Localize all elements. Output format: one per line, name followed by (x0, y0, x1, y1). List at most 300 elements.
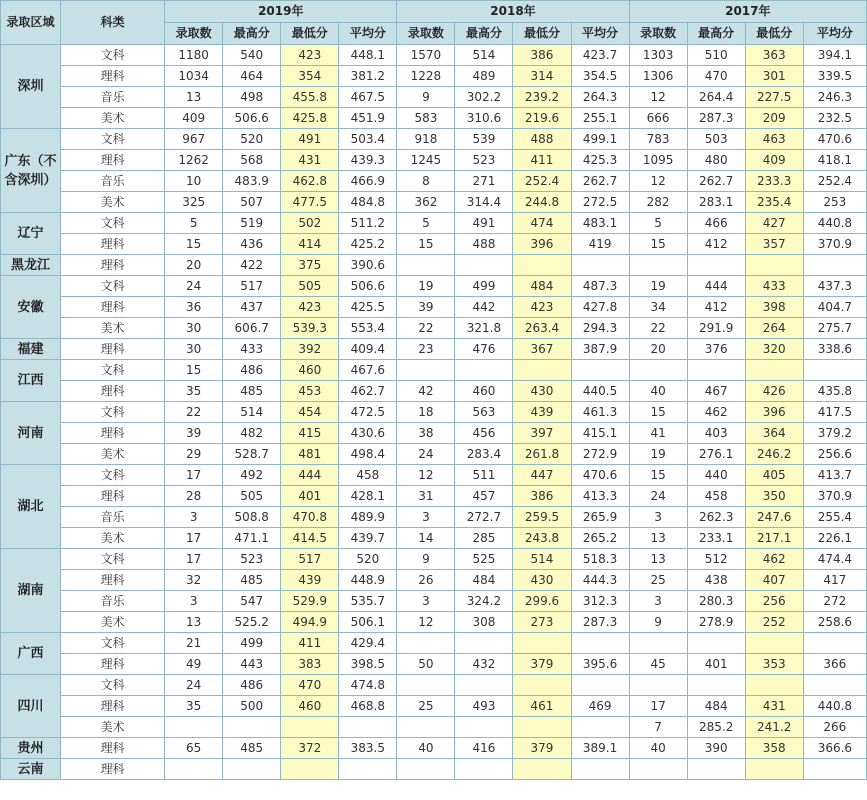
cell-2017-max: 262.7 (687, 171, 745, 192)
table-row (1, 759, 867, 780)
cell-2018-min: 239.2 (513, 87, 571, 108)
cell-2018-min (513, 633, 571, 654)
cell-2018-count: 40 (397, 738, 455, 759)
subject-cell: 理科 (61, 255, 165, 276)
cell-2019-min: 477.5 (281, 192, 339, 213)
table-row (1, 318, 867, 339)
cell-2018-min (513, 717, 571, 738)
cell-2018-min (513, 360, 571, 381)
cell-2017-max: 280.3 (687, 591, 745, 612)
table-row (1, 423, 867, 444)
header-row-years (1, 1, 867, 23)
table-row (1, 339, 867, 360)
table-row (1, 465, 867, 486)
cell-2018-count: 38 (397, 423, 455, 444)
cell-2019-avg: 390.6 (339, 255, 397, 276)
cell-2017-max (687, 633, 745, 654)
cell-2017-min: 357 (745, 234, 803, 255)
cell-2017-count: 19 (629, 444, 687, 465)
cell-2019-avg: 381.2 (339, 66, 397, 87)
cell-2017-max: 287.3 (687, 108, 745, 129)
cell-2017-count: 5 (629, 213, 687, 234)
cell-2018-count: 22 (397, 318, 455, 339)
cell-2019-min: 439 (281, 570, 339, 591)
cell-2017-avg: 366.6 (803, 738, 866, 759)
cell-2018-max: 314.4 (455, 192, 513, 213)
region-cell: 河南 (1, 402, 61, 465)
cell-2017-min: 264 (745, 318, 803, 339)
cell-2018-avg (571, 675, 629, 696)
cell-2017-min: 363 (745, 45, 803, 66)
cell-2017-count: 15 (629, 402, 687, 423)
cell-2019-max: 517 (223, 276, 281, 297)
table-row (1, 717, 867, 738)
cell-2018-avg: 265.9 (571, 507, 629, 528)
cell-2017-avg: 417 (803, 570, 866, 591)
cell-2018-max: 271 (455, 171, 513, 192)
cell-2019-count: 13 (165, 612, 223, 633)
cell-2018-count: 19 (397, 276, 455, 297)
cell-2017-avg (803, 759, 866, 780)
cell-2019-count: 39 (165, 423, 223, 444)
cell-2019-min: 392 (281, 339, 339, 360)
cell-2017-min: 364 (745, 423, 803, 444)
table-row (1, 444, 867, 465)
cell-2017-avg: 226.1 (803, 528, 866, 549)
cell-2019-max: 528.7 (223, 444, 281, 465)
cell-2017-max: 412 (687, 234, 745, 255)
cell-2017-count: 666 (629, 108, 687, 129)
cell-2018-avg: 262.7 (571, 171, 629, 192)
cell-2019-count: 32 (165, 570, 223, 591)
cell-2018-min: 379 (513, 738, 571, 759)
cell-2018-count: 12 (397, 465, 455, 486)
cell-2017-max: 401 (687, 654, 745, 675)
subject-cell: 理科 (61, 150, 165, 171)
cell-2017-min: 431 (745, 696, 803, 717)
cell-2019-max (223, 759, 281, 780)
table-row (1, 486, 867, 507)
cell-2018-min: 367 (513, 339, 571, 360)
cell-2018-min: 261.8 (513, 444, 571, 465)
cell-2019-count: 1180 (165, 45, 223, 66)
header-max: 最高分 (223, 23, 281, 45)
table-row (1, 297, 867, 318)
cell-2019-count: 967 (165, 129, 223, 150)
region-cell: 安徽 (1, 276, 61, 339)
cell-2018-avg: 312.3 (571, 591, 629, 612)
cell-2017-min: 320 (745, 339, 803, 360)
cell-2019-min: 505 (281, 276, 339, 297)
table-row (1, 360, 867, 381)
header-min: 最低分 (281, 23, 339, 45)
cell-2018-count: 39 (397, 297, 455, 318)
cell-2017-count: 40 (629, 381, 687, 402)
cell-2018-max: 499 (455, 276, 513, 297)
cell-2018-avg: 469 (571, 696, 629, 717)
subject-cell: 文科 (61, 213, 165, 234)
subject-cell: 文科 (61, 402, 165, 423)
cell-2017-max: 470 (687, 66, 745, 87)
cell-2019-max: 486 (223, 360, 281, 381)
cell-2019-count (165, 759, 223, 780)
cell-2017-count: 41 (629, 423, 687, 444)
cell-2018-max: 416 (455, 738, 513, 759)
table-row (1, 276, 867, 297)
cell-2017-avg: 440.8 (803, 696, 866, 717)
cell-2017-count: 783 (629, 129, 687, 150)
cell-2017-max: 466 (687, 213, 745, 234)
cell-2017-count: 45 (629, 654, 687, 675)
cell-2019-count: 17 (165, 549, 223, 570)
cell-2019-count: 1034 (165, 66, 223, 87)
cell-2018-max: 523 (455, 150, 513, 171)
cell-2019-count: 3 (165, 591, 223, 612)
cell-2018-avg: 423.7 (571, 45, 629, 66)
table-row (1, 108, 867, 129)
cell-2018-avg (571, 255, 629, 276)
cell-2019-max: 437 (223, 297, 281, 318)
header-count: 录取数 (165, 23, 223, 45)
cell-2017-avg: 266 (803, 717, 866, 738)
cell-2018-min: 263.4 (513, 318, 571, 339)
cell-2018-max: 539 (455, 129, 513, 150)
cell-2018-min: 447 (513, 465, 571, 486)
cell-2019-min: 354 (281, 66, 339, 87)
header-min: 最低分 (745, 23, 803, 45)
cell-2018-avg (571, 633, 629, 654)
cell-2018-avg: 425.3 (571, 150, 629, 171)
cell-2018-avg (571, 360, 629, 381)
subject-cell: 美术 (61, 108, 165, 129)
cell-2019-count: 5 (165, 213, 223, 234)
cell-2017-max: 512 (687, 549, 745, 570)
cell-2017-avg: 339.5 (803, 66, 866, 87)
subject-cell: 理科 (61, 759, 165, 780)
cell-2017-min: 427 (745, 213, 803, 234)
cell-2017-min: 233.3 (745, 171, 803, 192)
cell-2018-avg: 272.5 (571, 192, 629, 213)
cell-2018-count: 15 (397, 234, 455, 255)
cell-2017-avg: 435.8 (803, 381, 866, 402)
cell-2019-max: 485 (223, 738, 281, 759)
cell-2018-count: 3 (397, 591, 455, 612)
cell-2018-max (455, 360, 513, 381)
cell-2019-count: 35 (165, 696, 223, 717)
table-row (1, 402, 867, 423)
cell-2017-min: 396 (745, 402, 803, 423)
cell-2018-avg: 440.5 (571, 381, 629, 402)
cell-2018-count: 1245 (397, 150, 455, 171)
cell-2019-count: 1262 (165, 150, 223, 171)
cell-2019-min: 470 (281, 675, 339, 696)
subject-cell: 文科 (61, 633, 165, 654)
cell-2019-avg: 467.5 (339, 87, 397, 108)
cell-2019-count (165, 717, 223, 738)
subject-cell: 音乐 (61, 87, 165, 108)
cell-2018-min: 244.8 (513, 192, 571, 213)
cell-2019-count: 20 (165, 255, 223, 276)
cell-2018-max: 525 (455, 549, 513, 570)
cell-2017-avg: 255.4 (803, 507, 866, 528)
cell-2017-avg: 379.2 (803, 423, 866, 444)
cell-2019-max: 547 (223, 591, 281, 612)
cell-2018-max: 476 (455, 339, 513, 360)
region-cell: 福建 (1, 339, 61, 360)
cell-2017-count (629, 675, 687, 696)
cell-2018-avg: 487.3 (571, 276, 629, 297)
cell-2018-count (397, 255, 455, 276)
cell-2017-min (745, 633, 803, 654)
cell-2019-avg: 448.9 (339, 570, 397, 591)
subject-cell: 理科 (61, 423, 165, 444)
cell-2018-max: 324.2 (455, 591, 513, 612)
cell-2019-count: 65 (165, 738, 223, 759)
region-cell: 贵州 (1, 738, 61, 759)
region-cell: 辽宁 (1, 213, 61, 255)
cell-2017-min (745, 360, 803, 381)
cell-2019-max: 485 (223, 570, 281, 591)
cell-2017-avg: 246.3 (803, 87, 866, 108)
cell-2019-avg: 425.5 (339, 297, 397, 318)
cell-2019-max: 568 (223, 150, 281, 171)
cell-2019-max: 519 (223, 213, 281, 234)
cell-2019-count: 35 (165, 381, 223, 402)
cell-2019-count: 29 (165, 444, 223, 465)
cell-2018-avg (571, 717, 629, 738)
header-avg: 平均分 (571, 23, 629, 45)
cell-2017-count: 25 (629, 570, 687, 591)
cell-2017-count: 3 (629, 507, 687, 528)
subject-cell: 理科 (61, 297, 165, 318)
header-region: 录取区域 (1, 1, 61, 45)
cell-2018-min: 423 (513, 297, 571, 318)
region-cell: 湖北 (1, 465, 61, 549)
cell-2018-avg: 427.8 (571, 297, 629, 318)
cell-2017-avg: 394.1 (803, 45, 866, 66)
cell-2018-count: 3 (397, 507, 455, 528)
cell-2017-min: 398 (745, 297, 803, 318)
cell-2019-min (281, 759, 339, 780)
cell-2018-count: 9 (397, 549, 455, 570)
subject-cell: 美术 (61, 528, 165, 549)
cell-2018-min: 430 (513, 570, 571, 591)
cell-2018-max: 457 (455, 486, 513, 507)
cell-2019-count: 15 (165, 234, 223, 255)
cell-2019-max: 485 (223, 381, 281, 402)
cell-2019-avg: 425.2 (339, 234, 397, 255)
cell-2017-max: 503 (687, 129, 745, 150)
cell-2019-count: 325 (165, 192, 223, 213)
cell-2017-count: 34 (629, 297, 687, 318)
cell-2019-avg: 409.4 (339, 339, 397, 360)
cell-2017-min: 350 (745, 486, 803, 507)
cell-2018-count: 5 (397, 213, 455, 234)
cell-2017-count: 3 (629, 591, 687, 612)
cell-2019-avg: 429.4 (339, 633, 397, 654)
cell-2018-avg: 387.9 (571, 339, 629, 360)
cell-2017-avg: 413.7 (803, 465, 866, 486)
header-year-2018: 2018年 (397, 1, 629, 23)
cell-2018-min: 484 (513, 276, 571, 297)
cell-2019-count: 49 (165, 654, 223, 675)
subject-cell: 文科 (61, 465, 165, 486)
region-cell: 深圳 (1, 45, 61, 129)
table-row (1, 255, 867, 276)
cell-2019-avg: 468.8 (339, 696, 397, 717)
cell-2018-count: 31 (397, 486, 455, 507)
cell-2019-count: 17 (165, 528, 223, 549)
header-count: 录取数 (397, 23, 455, 45)
cell-2019-max: 464 (223, 66, 281, 87)
region-cell: 广东（不含深圳） (1, 129, 61, 213)
table-row (1, 549, 867, 570)
cell-2019-max: 492 (223, 465, 281, 486)
cell-2017-count: 1095 (629, 150, 687, 171)
cell-2019-avg: 428.1 (339, 486, 397, 507)
region-cell: 云南 (1, 759, 61, 780)
cell-2018-max: 491 (455, 213, 513, 234)
cell-2017-avg: 370.9 (803, 234, 866, 255)
cell-2017-avg: 275.7 (803, 318, 866, 339)
cell-2017-min: 246.2 (745, 444, 803, 465)
cell-2018-count (397, 717, 455, 738)
subject-cell: 文科 (61, 276, 165, 297)
cell-2018-min: 379 (513, 654, 571, 675)
table-row (1, 675, 867, 696)
table-row (1, 45, 867, 66)
cell-2019-min: 425.8 (281, 108, 339, 129)
header-subject: 科类 (61, 1, 165, 45)
cell-2019-min: 375 (281, 255, 339, 276)
cell-2017-max (687, 759, 745, 780)
cell-2017-avg: 232.5 (803, 108, 866, 129)
cell-2019-count: 24 (165, 675, 223, 696)
cell-2017-avg: 474.4 (803, 549, 866, 570)
cell-2017-max: 262.3 (687, 507, 745, 528)
cell-2019-avg: 498.4 (339, 444, 397, 465)
cell-2017-avg: 272 (803, 591, 866, 612)
cell-2019-min: 414.5 (281, 528, 339, 549)
cell-2017-max: 376 (687, 339, 745, 360)
cell-2017-count: 40 (629, 738, 687, 759)
cell-2019-min (281, 717, 339, 738)
cell-2018-min: 411 (513, 150, 571, 171)
cell-2018-avg: 354.5 (571, 66, 629, 87)
cell-2019-min: 372 (281, 738, 339, 759)
cell-2019-count: 409 (165, 108, 223, 129)
cell-2017-min: 209 (745, 108, 803, 129)
cell-2019-min: 494.9 (281, 612, 339, 633)
cell-2018-count: 1570 (397, 45, 455, 66)
cell-2017-count: 19 (629, 276, 687, 297)
cell-2017-count: 12 (629, 171, 687, 192)
cell-2018-count: 583 (397, 108, 455, 129)
cell-2019-max: 505 (223, 486, 281, 507)
cell-2018-min: 386 (513, 45, 571, 66)
cell-2019-avg: 520 (339, 549, 397, 570)
subject-cell: 理科 (61, 696, 165, 717)
cell-2019-count: 10 (165, 171, 223, 192)
cell-2017-avg (803, 675, 866, 696)
cell-2018-min (513, 255, 571, 276)
cell-2017-avg: 256.6 (803, 444, 866, 465)
cell-2018-count: 8 (397, 171, 455, 192)
cell-2017-count: 7 (629, 717, 687, 738)
table-row (1, 129, 867, 150)
cell-2018-count (397, 360, 455, 381)
cell-2018-count (397, 759, 455, 780)
cell-2019-avg: 489.9 (339, 507, 397, 528)
cell-2017-count: 1306 (629, 66, 687, 87)
cell-2018-max: 321.8 (455, 318, 513, 339)
cell-2019-avg: 506.1 (339, 612, 397, 633)
cell-2018-max: 456 (455, 423, 513, 444)
cell-2019-avg: 439.3 (339, 150, 397, 171)
cell-2017-avg: 437.3 (803, 276, 866, 297)
subject-cell: 美术 (61, 612, 165, 633)
cell-2019-count: 13 (165, 87, 223, 108)
cell-2018-min: 259.5 (513, 507, 571, 528)
header-avg: 平均分 (803, 23, 866, 45)
cell-2017-count (629, 759, 687, 780)
subject-cell: 文科 (61, 675, 165, 696)
cell-2019-avg: 462.7 (339, 381, 397, 402)
table-row (1, 696, 867, 717)
cell-2018-avg: 272.9 (571, 444, 629, 465)
cell-2019-max: 498 (223, 87, 281, 108)
cell-2017-avg: 417.5 (803, 402, 866, 423)
cell-2018-count: 918 (397, 129, 455, 150)
cell-2019-min: 502 (281, 213, 339, 234)
cell-2018-avg: 461.3 (571, 402, 629, 423)
cell-2017-max: 484 (687, 696, 745, 717)
cell-2019-min: 415 (281, 423, 339, 444)
cell-2017-max: 264.4 (687, 87, 745, 108)
table-row (1, 612, 867, 633)
cell-2017-max: 458 (687, 486, 745, 507)
cell-2018-max: 272.7 (455, 507, 513, 528)
cell-2017-max (687, 255, 745, 276)
cell-2017-min: 353 (745, 654, 803, 675)
cell-2017-min (745, 675, 803, 696)
cell-2019-min: 423 (281, 297, 339, 318)
cell-2017-min: 301 (745, 66, 803, 87)
cell-2019-max: 523 (223, 549, 281, 570)
cell-2017-max: 403 (687, 423, 745, 444)
cell-2019-min: 491 (281, 129, 339, 150)
header-min: 最低分 (513, 23, 571, 45)
cell-2017-avg: 418.1 (803, 150, 866, 171)
table-row (1, 150, 867, 171)
cell-2019-avg (339, 717, 397, 738)
cell-2017-min (745, 255, 803, 276)
cell-2019-avg: 466.9 (339, 171, 397, 192)
cell-2017-avg: 253 (803, 192, 866, 213)
cell-2019-avg: 383.5 (339, 738, 397, 759)
subject-cell: 美术 (61, 318, 165, 339)
cell-2017-count: 15 (629, 234, 687, 255)
cell-2019-count: 28 (165, 486, 223, 507)
cell-2017-count: 282 (629, 192, 687, 213)
cell-2018-count: 362 (397, 192, 455, 213)
subject-cell: 理科 (61, 66, 165, 87)
cell-2018-count: 14 (397, 528, 455, 549)
cell-2017-avg: 338.6 (803, 339, 866, 360)
cell-2017-count: 13 (629, 549, 687, 570)
cell-2018-min: 488 (513, 129, 571, 150)
subject-cell: 美术 (61, 717, 165, 738)
